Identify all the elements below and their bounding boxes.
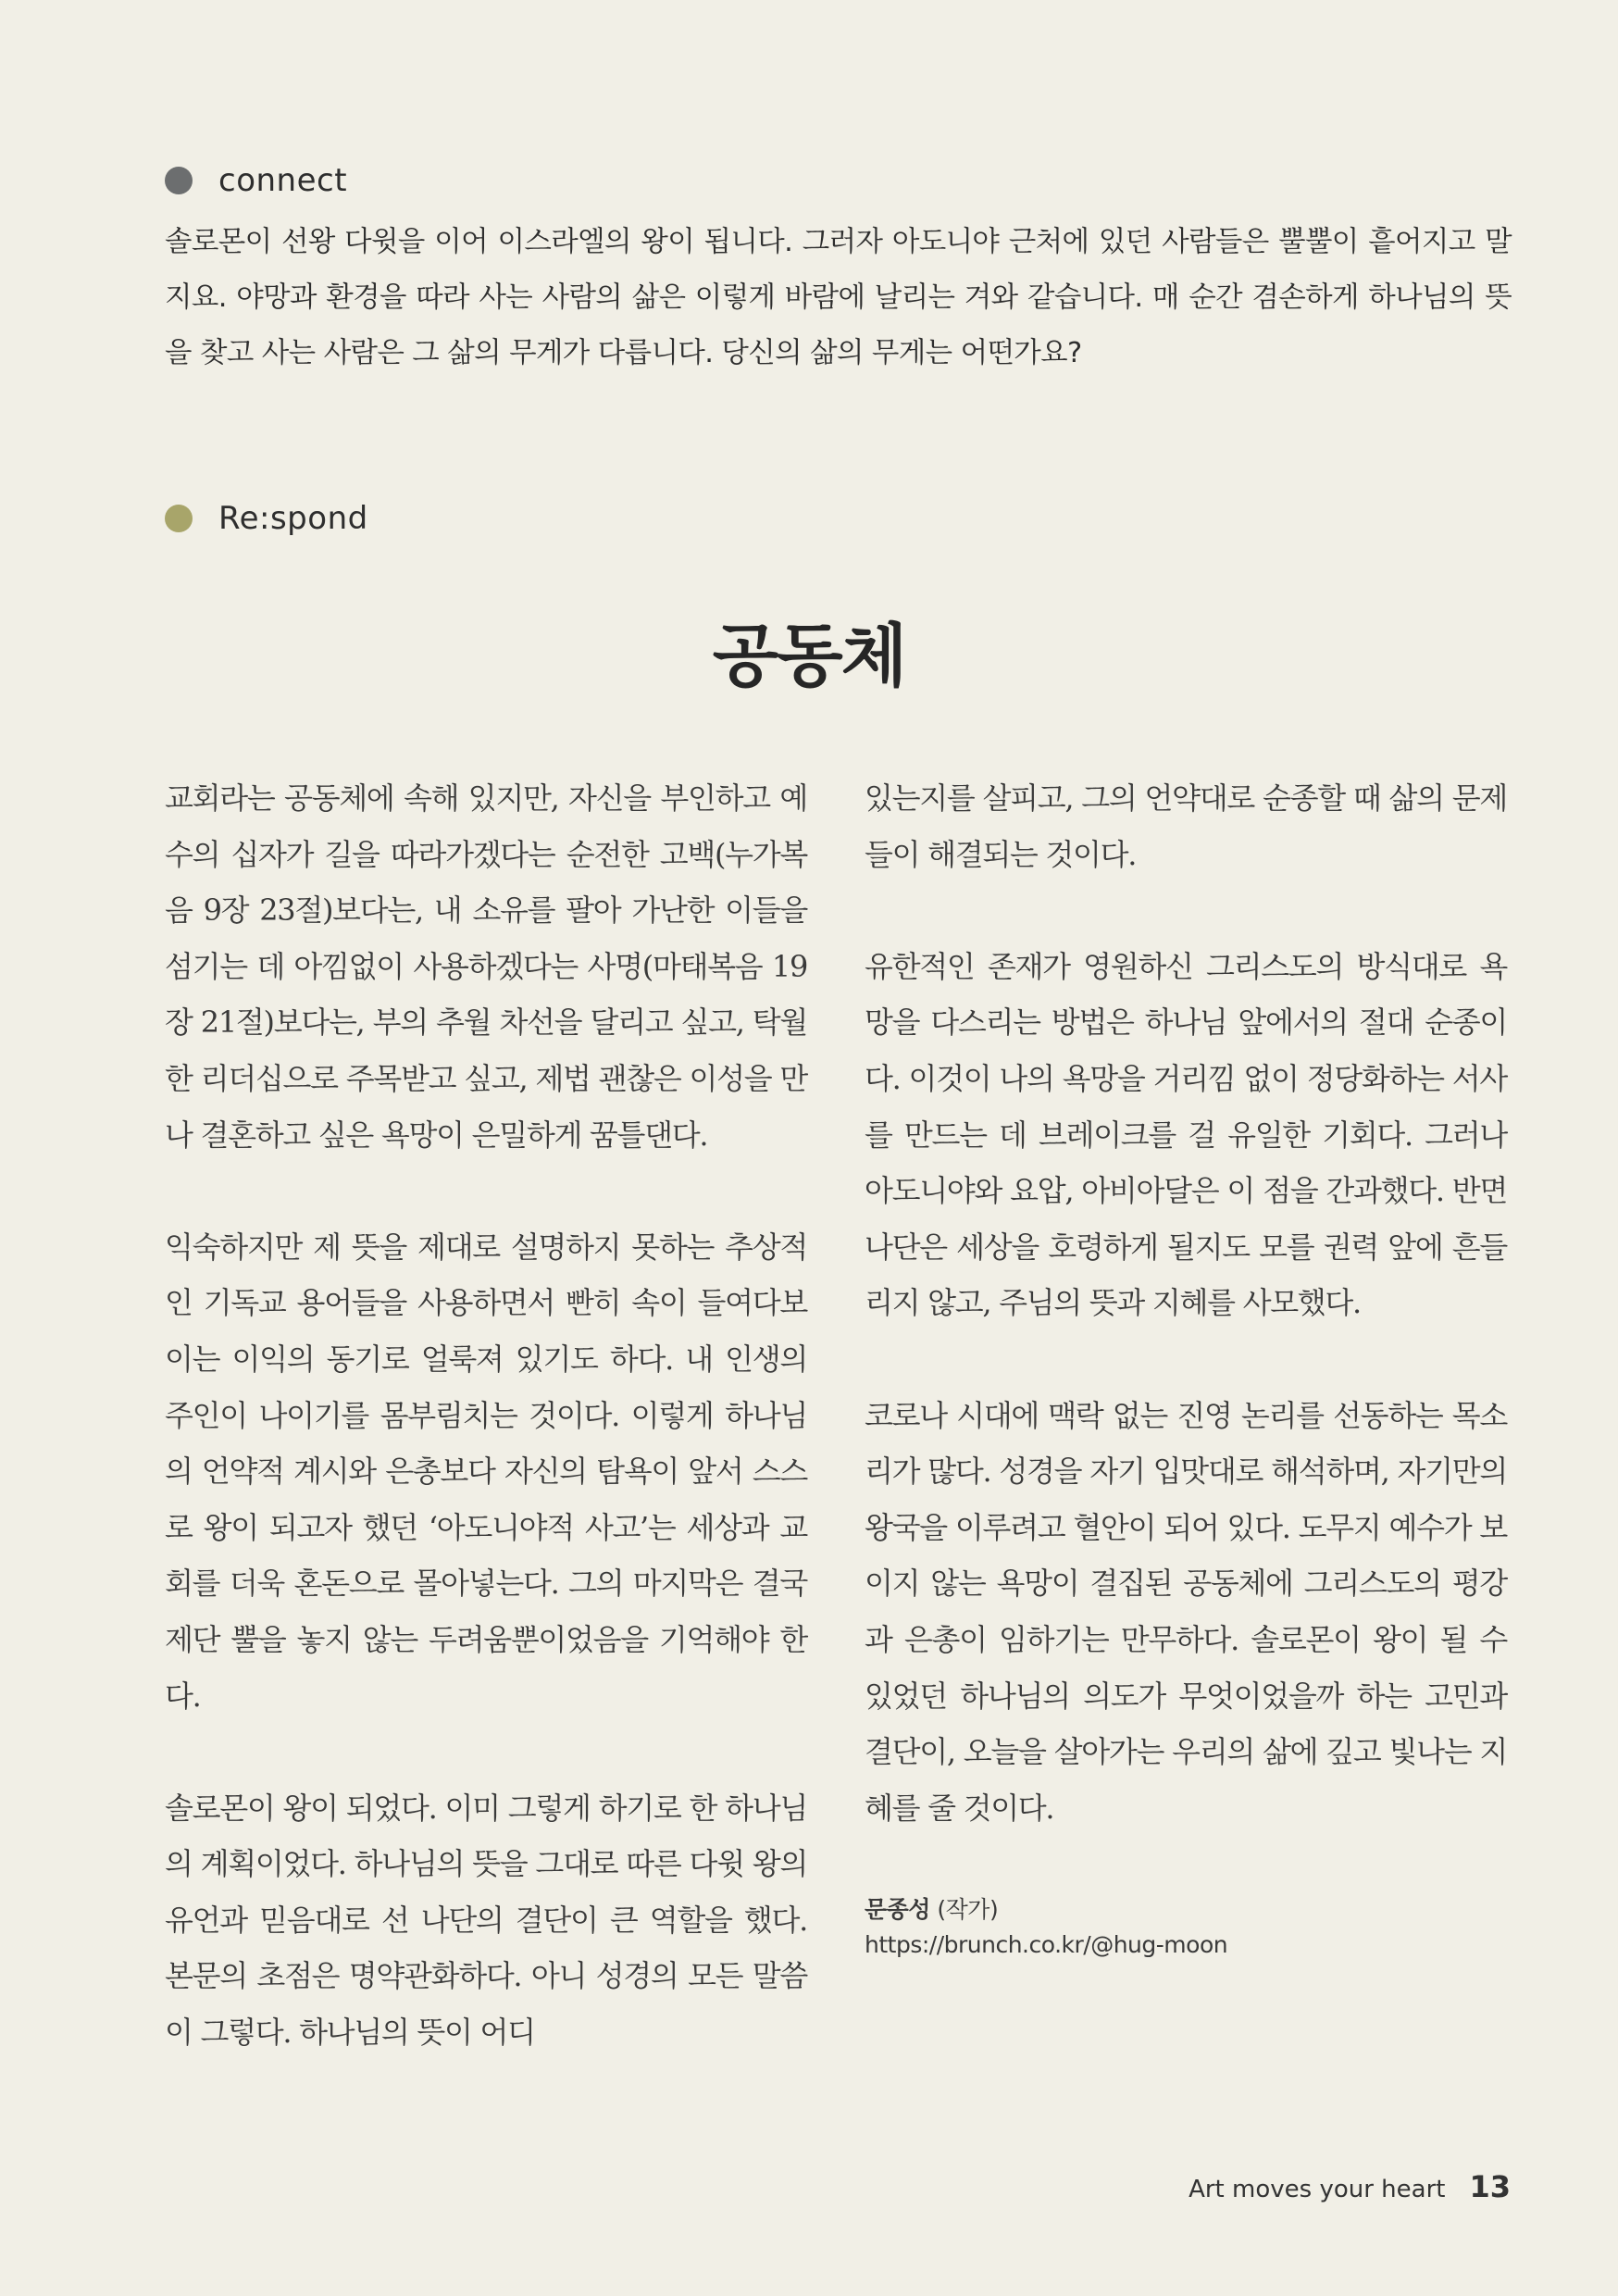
right-column [865, 770, 1507, 1963]
footer-tagline: Art moves your heart [1189, 2176, 1446, 2203]
respond-bullet-icon [165, 505, 193, 532]
respond-label: Re:spond [218, 500, 368, 537]
paragraph: 유한적인 존재가 영원하신 그리스도의 방식대로 욕망을 다스리는 방법은 하나님 앞에서의 절대 순종이다. 이것이 나의 욕망을 거리낌 없이 정당화하는 서사를 만드는 데 브레이크를 걸 유일한 기회다. 그러나 아도니야와 요압, 아비아달은 이 점을 간과했다. 반면 나단은 세상을 호령하게 될지도 모를 권력 앞에 흔들리지 않고, 주님의 뜻과 지혜를 사모했다. [865, 948, 1507, 1321]
page-number: 13 [1469, 2169, 1511, 2204]
respond-section-header [165, 500, 368, 537]
author-url: https://brunch.co.kr/@hug-moon [865, 1930, 1228, 1958]
paragraph: 코로나 시대에 맥락 없는 진영 논리를 선동하는 목소리가 많다. 성경을 자기 입맛대로 해석하며, 자기만의 왕국을 이루려고 혈안이 되어 있다. 도무지 예수가 보이지 않는 욕망이 결집된 공동체에 그리스도의 평강과 은총이 임하기는 만무하다. 솔로몬이 왕이 될 수 있었던 하나님의 의도가 무엇이었을까 하는 고민과 결단이, 오늘을 살아가는 우리의 삶에 깊고 빛나는 지혜를 줄 것이다. [865, 1397, 1507, 1826]
author-name: 문종성 [865, 1895, 930, 1923]
page-footer [1189, 2169, 1511, 2204]
connect-text: 솔로몬이 선왕 다윗을 이어 이스라엘의 왕이 됩니다. 그러자 아도니야 근처에 있던 사람들은 뿔뿔이 흩어지고 말지요. 야망과 환경을 따라 사는 사람의 삶은 이렇게 바람에 날리는 겨와 같습니다. 매 순간 겸손하게 하나님의 뜻을 찾고 사는 사람은 그 삶의 무게가 다릅니다. 당신의 삶의 무게는 어떤가요? [165, 226, 1512, 369]
connect-bullet-icon [165, 167, 193, 194]
paragraph: 익숙하지만 제 뜻을 제대로 설명하지 못하는 추상적인 기독교 용어들을 사용하면서 빤히 속이 들여다보이는 이익의 동기로 얼룩져 있기도 하다. 내 인생의 주인이 나이기를 몸부림치는 것이다. 이렇게 하나님의 언약적 계시와 은총보다 자신의 탐욕이 앞서 스스로 왕이 되고자 했던 ‘아도니야적 사고’는 세상과 교회를 더욱 혼돈으로 몰아넣는다. 그의 마지막은 결국 제단 뿔을 놓지 않는 두려움뿐이었음을 기억해야 한다. [165, 1229, 807, 1714]
author-role: (작가) [937, 1895, 999, 1923]
connect-section-header [165, 162, 347, 199]
connect-label: connect [218, 162, 348, 199]
paragraph: 솔로몬이 왕이 되었다. 이미 그렇게 하기로 한 하나님의 계획이었다. 하나님의 뜻을 그대로 따른 다윗 왕의 유언과 믿음대로 선 나단의 결단이 큰 역할을 했다. 본문의 초점은 명약관화하다. 아니 성경의 모든 말씀이 그렇다. 하나님의 뜻이 어디 [165, 1790, 807, 2051]
article-title: 공동체 [712, 617, 906, 696]
left-column [165, 770, 807, 2116]
author-byline [865, 1892, 1507, 1963]
paragraph: 교회라는 공동체에 속해 있지만, 자신을 부인하고 예수의 십자가 길을 따라가겠다는 순전한 고백(누가복음 9장 23절)보다는, 내 소유를 팔아 가난한 이들을 섬기는 데 아낌없이 사용하겠다는 사명(마태복음 19장 21절)보다는, 부의 추월 차선을 달리고 싶고, 탁월한 리더십으로 주목받고 싶고, 제법 괜찮은 이성을 만나 결혼하고 싶은 욕망이 은밀하게 꿈틀댄다. [165, 780, 807, 1153]
paragraph: 있는지를 살피고, 그의 언약대로 순종할 때 삶의 문제들이 해결되는 것이다. [865, 780, 1507, 872]
